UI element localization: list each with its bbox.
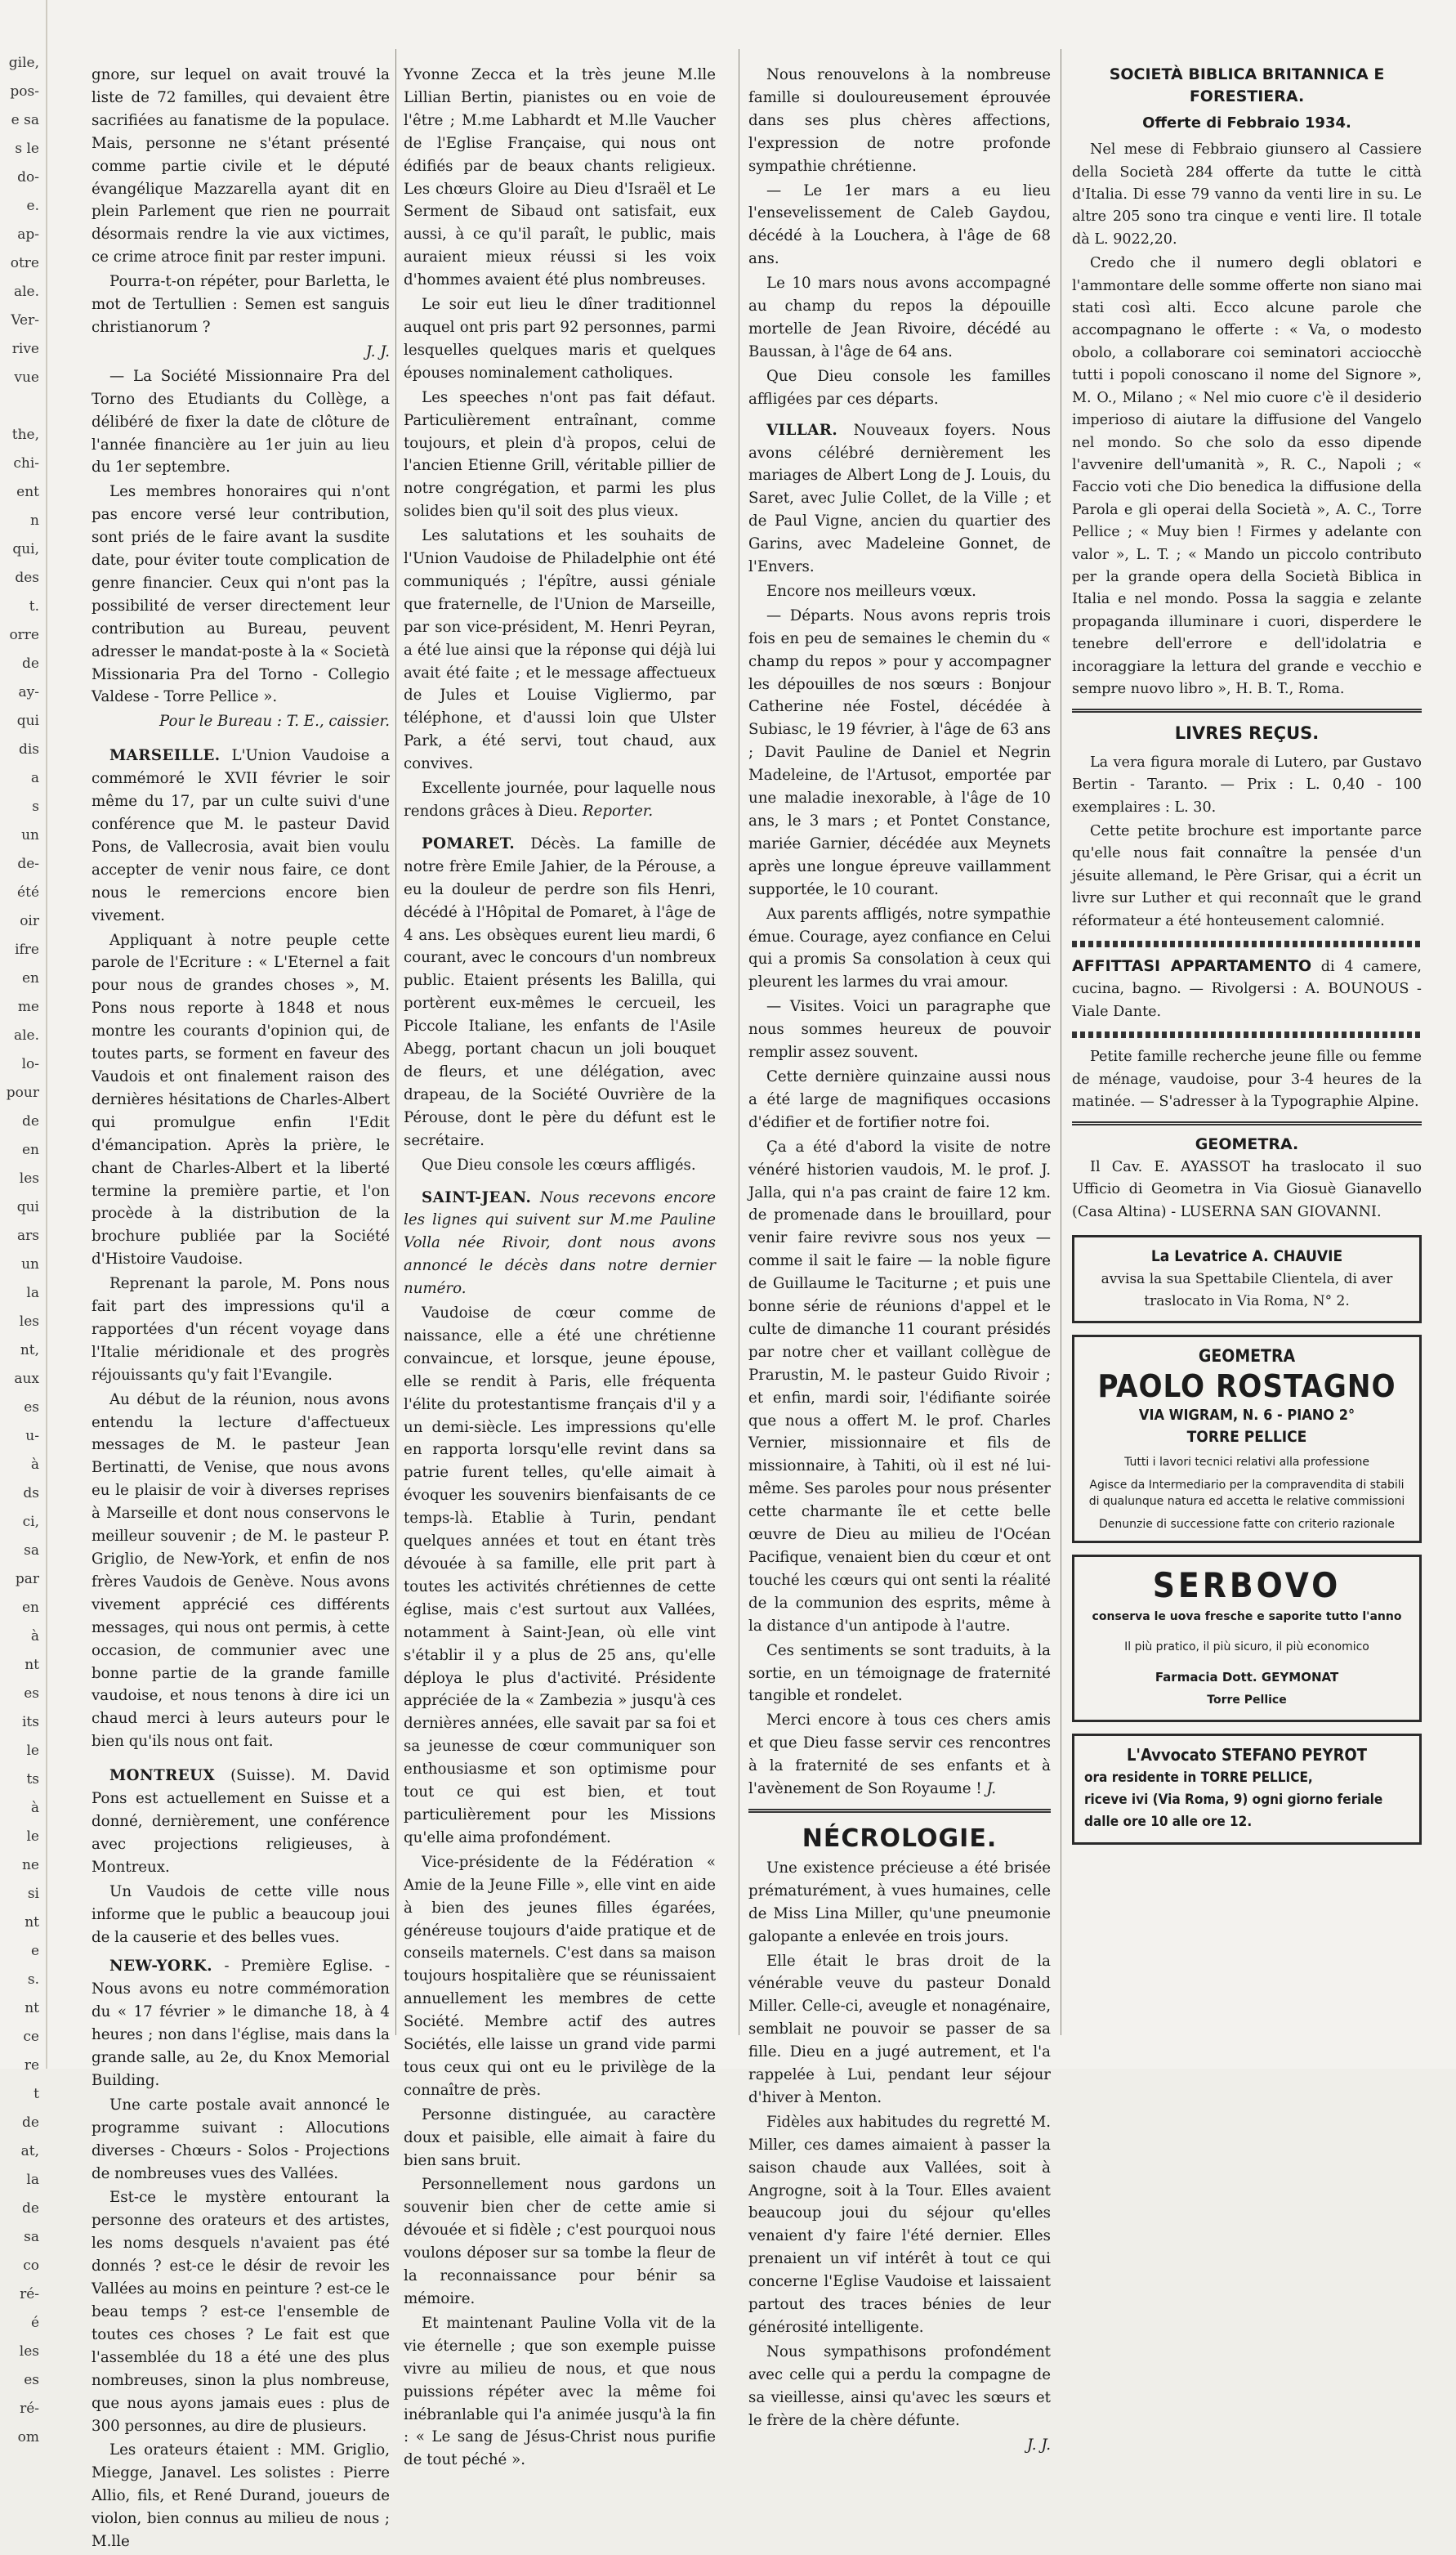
ad-city: TORRE PELLICE bbox=[1186, 1428, 1307, 1447]
column-rule bbox=[395, 49, 396, 2035]
signature: Pour le Bureau : T. E., caissier. bbox=[159, 713, 390, 731]
ad-text: avvisa la sua Spettabile Clientela, di aver traslocato in Via Roma, N° 2. bbox=[1101, 1270, 1393, 1309]
article-text: Décès. La famille de notre frère Emile Jahier, de la Pérouse, a eu la douleur de perdre son fils Henri, décédé à l'Hôpital de Pomaret, à l'âge de 4 ans. Les obsèques eurent lieu mardi, 6 courant, avec le concours d'un nombreux public. Etaient présents les Balilla, qui portèrent eux-mêmes le cercueil, les Piccole Italiane, les enfants de l'Asile Abegg, portant chacun un joli bouquet de fleurs, et une délégation, avec drapeau, de la Société Ouvrière de la Pérouse, dont le père du défunt est le secrétaire. bbox=[404, 835, 716, 1149]
article-text: Nous renouvelons à la nombreuse famille si douloureusement éprouvée dans ses plus chères affections, l'expression de notre profonde sympathie chrétienne. bbox=[748, 66, 1051, 175]
margin-fragment: t bbox=[33, 2086, 39, 2102]
margin-fragment: à bbox=[30, 1800, 39, 1816]
margin-fragment: dis bbox=[18, 741, 39, 758]
signature: J. J. bbox=[365, 342, 390, 360]
margin-fragment: es bbox=[24, 1685, 39, 1702]
city-heading: MARSEILLE. bbox=[109, 747, 221, 765]
article-text: Elle était le bras droit de la vénérable veuve du pasteur Donald Miller. Celle-ci, aveugle et nonagénaire, semblait ne pouvoir se passer de sa fille. Dieu en a jugé autrement, et l'a rappelée à Lui, pendant leur séjour d'hiver à Menton. bbox=[748, 1952, 1051, 2106]
margin-fragment: ale. bbox=[13, 1027, 39, 1044]
ad-title: PAOLO ROSTAGNO bbox=[1097, 1367, 1396, 1404]
margin-fragment: qui bbox=[16, 713, 39, 729]
article-text: Ça a été d'abord la visite de notre vénéré historien vaudois, M. le prof. J. Jalla, qui n'a pas craint de faire 12 km. de promenade dans le brouillard, pour venir faire revivre sous nos yeux — comme il sait le faire — la noble figure de Guillaume le Taciturne ; et puis une bonne série de réunions d'appel et le culte de dimanche 11 courant présidés par notre cher et vaillant collègue de Prarustin, M. le pasteur Guido Rivoir ; et enfin, mardi soir, l'édifiante soirée que nous a offert M. le prof. Charles Vernier, missionnaire et fils de missionnaire, à Tahiti, où il est né lui-même. Ses paroles pour nous présenter cette charmante île et cette belle œuvre de Dieu au milieu de l'Océan Pacifique, venaient bien du cœur et ont touché les cœurs qui ont senti la réalité de la communion des esprits, même à la distance d'un antipode à l'autre. bbox=[748, 1138, 1051, 1635]
margin-fragment: nt bbox=[25, 2000, 39, 2016]
left-page-margin-fragments bbox=[0, 49, 42, 2445]
margin-fragment: si bbox=[27, 1886, 39, 1902]
margin-fragment: at, bbox=[20, 2143, 39, 2159]
article-text: Nel mese di Febbraio giunsero al Cassiere della Società 284 offerte da tutte le città d'Italia. Di esse 79 vanno da venti lire in su. Le altre 205 sono tra cinque e venti lire. Il totale dà L. 9022,20. bbox=[1072, 141, 1422, 248]
article-text bbox=[748, 1709, 1051, 1801]
margin-fragment bbox=[0, 392, 39, 421]
article-text: Nous recevons encore les lignes qui suivent sur M.me Pauline Volla née Rivoir, dont nous avons annoncé le décès dans notre dernier numéro. bbox=[404, 1188, 716, 1298]
margin-fragment: pos- bbox=[10, 83, 39, 100]
article-text: Personne distinguée, au caractère doux et paisible, elle aimait à faire du bien sans bruit. bbox=[404, 2105, 716, 2169]
margin-fragment: à bbox=[30, 1456, 39, 1473]
news-item-villar bbox=[748, 419, 1051, 579]
ad-text: Agisce da Intermediario per la compravendita di stabili di qualunque natura ed accetta le relative commissioni bbox=[1088, 1478, 1405, 1508]
margin-fragment: co bbox=[23, 2257, 39, 2274]
ad-text: riceve ivi (Via Roma, 9) ogni giorno feriale dalle ore 10 alle ore 12. bbox=[1084, 1791, 1383, 1831]
margin-fragment: le bbox=[26, 1828, 39, 1845]
article-text: Une carte postale avait annoncé le programme suivant : Allocutions diverses - Chœurs - Solos - Projections de nombreuses vues des Vallées. bbox=[92, 2096, 390, 2182]
margin-fragment: do- bbox=[17, 169, 39, 186]
margin-fragment: ds bbox=[23, 1485, 39, 1501]
margin-fragment: re bbox=[24, 2057, 39, 2074]
news-item-new-york bbox=[92, 1955, 390, 2092]
margin-fragment: pour bbox=[6, 1085, 39, 1101]
margin-fragment: en bbox=[21, 1142, 39, 1158]
margin-fragment: orre bbox=[9, 627, 39, 643]
article-text: Fidèles aux habitudes du regretté M. Miller, ces dames aimaient à passer la saison chaude aux Vallées, soit à Angrogne, soit à la Tour. Elles avaient beaucoup joui du séjour qu'elles venaient d'y faire l'été dernier. Elles prenaient un vif intérêt à tout ce qui concerne l'Eglise Vaudoise et laissaient partout des traces bénies de leur générosité intelligente. bbox=[748, 2113, 1051, 2336]
ad-text: Farmacia Dott. GEYMONAT bbox=[1155, 1670, 1339, 1685]
margin-fragment: les bbox=[19, 1313, 39, 1330]
margin-fragment: t. bbox=[29, 598, 39, 615]
article-text: Et maintenant Pauline Volla vit de la vie éternelle ; que son exemple puisse vivre au milieu de nous, et que nous puissions répéter avec la même foi inébranlable qui l'a animée jusqu'à la fin : « Le sang de Jésus-Christ nous purifie de tout péché ». bbox=[404, 2314, 716, 2469]
article-text: gnore, sur lequel on avait trouvé la liste de 72 familles, qui devaient être sacrifiées au fanatisme de la populace. Mais, personne ne s'étant présenté comme partie civile et le député évangélique Mazzarella ayant dit en plein Parlement que rien ne pourrait désormais rendre la vie aux victimes, ce crime atroce finit par rester impuni. bbox=[92, 66, 390, 266]
ad-text: ora residente in TORRE PELLICE, bbox=[1084, 1769, 1313, 1786]
section-divider bbox=[1072, 1121, 1422, 1125]
ad-text: Il più pratico, il più sicuro, il più economico bbox=[1124, 1640, 1369, 1653]
article-text: Encore nos meilleurs vœux. bbox=[766, 582, 976, 600]
margin-fragment: par bbox=[15, 1571, 39, 1587]
article-text: Vice-présidente de la Fédération « Amie de la Jeune Fille », elle vint en aide à bien des jeunes filles égarées, généreuse toujours d'aide pratique et de conseils maternels. C'est dans sa maison toujours hospitalière que se réunissaient annuellement les membres de cette Société. Membre actif des autres Sociétés, elle laisse un grand vide parmi tous ceux qui ont eu le privilège de la connaître de près. bbox=[404, 1853, 716, 2099]
margin-fragment: en bbox=[21, 970, 39, 987]
article-text: Pourra-t-on répéter, pour Barletta, le mot de Tertullien : Semen est sanguis christianorum ? bbox=[92, 273, 390, 336]
margin-fragment: un bbox=[21, 1256, 39, 1273]
margin-fragment: ifre bbox=[15, 942, 39, 958]
margin-fragment: om bbox=[17, 2429, 39, 2445]
margin-fragment: me bbox=[17, 999, 39, 1015]
margin-fragment: ré- bbox=[20, 2286, 39, 2302]
ad-levatrice bbox=[1072, 1235, 1422, 1323]
margin-fragment: la bbox=[26, 1285, 39, 1301]
article-text: La vera figura morale di Lutero, par Gustavo Bertin - Taranto. — Prix : L. 0,40 - 100 exemplaires : L. 30. bbox=[1072, 754, 1422, 816]
margin-fragment: its bbox=[22, 1714, 39, 1730]
margin-fragment: en bbox=[21, 1600, 39, 1616]
ad-text: Tutti i lavori tecnici relativi alla professione bbox=[1124, 1455, 1369, 1469]
ad-text: Denunzie di successione fatte con criterio razionale bbox=[1098, 1517, 1396, 1531]
article-text: — Le 1er mars a eu lieu l'ensevelissement de Caleb Gaydou, décédé à la Louchera, à l'âge de 68 ans. bbox=[748, 181, 1051, 268]
signature: J. J. bbox=[1026, 2436, 1051, 2454]
margin-fragment: de bbox=[22, 656, 39, 672]
ad-text: conserva le uova fresche e saporite tutto l'anno bbox=[1092, 1609, 1402, 1623]
article-text: Cette dernière quinzaine aussi nous a été large de magnifiques occasions d'édifier et de fortifier notre foi. bbox=[748, 1067, 1051, 1131]
article-text: Le 10 mars nous avons accompagné au champ du repos la dépouille mortelle de Jean Rivoire, décédé au Baussan, à l'âge de 64 ans. bbox=[748, 275, 1051, 360]
margin-fragment: chi- bbox=[13, 455, 39, 472]
ad-address: VIA WIGRAM, N. 6 - PIANO 2° bbox=[1138, 1406, 1356, 1424]
section-divider bbox=[748, 1809, 1051, 1813]
margin-fragment: ent bbox=[16, 484, 39, 500]
article-text: Au début de la réunion, nous avons entendu la lecture d'affectueux messages de M. le pasteur Jean Bertinatti, de Venise, que nous avons eu le plaisir de voir à diverses reprises à Marseille et dont nous conservons le meilleur souvenir ; de M. le pasteur P. Griglio, de New-York, et enfin de nos frères Vaudois de Genève. Nous avons vivement apprécié ces différents messages, qui nous ont permis, à cette occasion, de communier avec une bonne partie de la grande famille vaudoise, et nous tenons à dire ici un chaud merci à leurs auteurs pour le bien qu'ils nous ont fait. bbox=[92, 1390, 390, 1751]
margin-fragment: ars bbox=[17, 1228, 39, 1244]
article-text: Nous sympathisons profondément avec celle qui a perdu la compagne de sa vieillesse, ainsi qu'avec les sœurs et le frère de la chère défunte. bbox=[748, 2342, 1051, 2429]
classified-ad-affittasi bbox=[1072, 955, 1422, 1023]
margin-fragment: ts bbox=[26, 1771, 39, 1788]
column-1 bbox=[92, 64, 390, 2555]
city-heading: NEW-YORK. bbox=[109, 1958, 213, 1976]
article-text: Les membres honoraires qui n'ont pas encore versé leur contribution, sont priés de le faire avant la susdite date, pour éviter toute complication de genre financier. Ceux qui n'ont pas la possibilité de verser directement leur contribution au Bureau, peuvent adresser le mandat-poste à la « Società Missionaria Pra del Torno - Collegio Valdese - Torre Pellice ». bbox=[92, 483, 390, 706]
news-item-pomaret bbox=[404, 833, 716, 1152]
bible-society-subheading: Offerte di Febbraio 1934. bbox=[1142, 114, 1351, 132]
necrologie-heading: NÉCROLOGIE. bbox=[802, 1823, 998, 1853]
ad-title: AFFITTASI APPARTAMENTO bbox=[1072, 957, 1312, 976]
margin-fragment: des bbox=[15, 570, 39, 586]
margin-fragment: un bbox=[21, 827, 39, 843]
margin-fragment: nt bbox=[25, 1657, 39, 1673]
margin-fragment: vue bbox=[14, 369, 39, 386]
margin-fragment: ci, bbox=[22, 1514, 39, 1530]
margin-fragment: de- bbox=[17, 856, 39, 872]
article-text: Merci encore à tous ces chers amis et que Dieu fasse servir ces rencontres à la fraternité de ses enfants et à l'avènement de Son Royaume ! bbox=[748, 1712, 1051, 1798]
article-text: — Départs. Nous avons repris trois fois en peu de semaines le chemin du « champ du repos » pour y accompagner les dépouilles de nos sœurs : Bonjour Catherine née Fostel, décédée à Subiasc, le 19 février, à l'âge de 63 ans ; Davit Pauline de Daniel et Negrin Madeleine, de l'Artusot, emportée par une maladie inexorable, à l'âge de 10 ans, le 3 mars ; et Pontet Constance, mariée Garnier, décédée aux Meynets après une longue épreuve vaillamment supportée, le 10 courant. bbox=[748, 606, 1051, 898]
article-text: (Suisse). M. David Pons est actuellement en Suisse et a donné, dernièrement, une conférence avec projections religieuses, à Montreux. bbox=[92, 1767, 390, 1876]
margin-fragment: nt bbox=[25, 1914, 39, 1931]
classified-ad-famille: Petite famille recherche jeune fille ou femme de ménage, vaudoise, pour 3-4 heures de la matinée. — S'adresser à la Typographie Alpine. bbox=[1072, 1049, 1422, 1111]
margin-fragment: oir bbox=[20, 913, 39, 929]
article-text bbox=[404, 777, 716, 823]
section-divider bbox=[1072, 709, 1422, 713]
page-fold bbox=[46, 0, 47, 2069]
margin-fragment: les bbox=[19, 2343, 39, 2360]
margin-fragment: the, bbox=[11, 427, 39, 443]
margin-fragment: s bbox=[32, 799, 39, 815]
margin-fragment: ré- bbox=[20, 2401, 39, 2417]
article-text: Nouveaux foyers. Nous avons célébré dernièrement les mariages de Albert Long de J. Louis, du Saret, avec Julie Collet, de la Ville ; et de Paul Vigne, ancien du quartier des Garins, avec Madeleine Gonnet, de l'Envers. bbox=[748, 421, 1051, 576]
article-text: Ces sentiments se sont traduits, à la sortie, en un témoignage de fraternité tangible et rondelet. bbox=[748, 1641, 1051, 1705]
article-text: Excellente journée, pour laquelle nous rendons grâces à Dieu. bbox=[404, 780, 716, 820]
article-text: Appliquant à notre peuple cette parole de l'Ecriture : « L'Eternel a fait pour nous de grandes choses », M. Pons nous reporte à 1848 et nous montre les courants d'opinion qui, de toutes parts, se forment en faveur des Vaudois et ont finalement raison des dernières hésitations de Charles-Albert qui promulgue enfin l'Edit d'émancipation. Après la prière, le chant de Charles-Albert et la liberté termine la première partie, et l'on procède à la distribution de la brochure publiée par la Société d'Histoire Vaudoise. bbox=[92, 931, 390, 1269]
margin-fragment: ne bbox=[21, 1857, 39, 1873]
margin-fragment: Ver- bbox=[11, 312, 39, 329]
margin-fragment: aux bbox=[14, 1371, 39, 1387]
ad-text: di 4 camere, cucina, bagno. — Rivolgersi : A. BOUNOUS - Viale Dante. bbox=[1072, 959, 1423, 1020]
ad-kicker: GEOMETRA bbox=[1198, 1346, 1296, 1367]
article-text: Que Dieu console les cœurs affligés. bbox=[422, 1156, 696, 1174]
ad-peyrot bbox=[1072, 1734, 1422, 1845]
signature: Reporter. bbox=[582, 803, 654, 820]
margin-fragment: nt, bbox=[20, 1342, 39, 1358]
article-text: Une existence précieuse a été brisée prématurément, à vues humaines, celle de Miss Lina Miller, qu'une pneumonie galopante a enlevée en trois jours. bbox=[748, 1859, 1051, 1945]
margin-fragment: les bbox=[19, 1170, 39, 1187]
signature: J. bbox=[986, 1780, 997, 1798]
article-text: Vaudoise de cœur comme de naissance, elle a été une chrétienne convaincue, et lorsque, jeune épouse, elle se rendit à Paris, elle fréquenta l'élite du protestantisme français d'il y a un demi-siècle. Les impressions qu'elle en rapporta lorsqu'elle revint dans sa patrie furent telles, qu'elle aimait à évoquer les souvenirs bienfaisants de ce temps-là. Etablie à Turin, pendant quelques années et tout en étant très dévouée à sa famille, elle prit part à toutes les activités chrétiennes de cette église, mais c'est surtout aux Vallées, notamment à Saint-Jean, où elle vint s'établir il y a plus de 25 ans, qu'elle déploya le plus d'activité. Présidente appréciée de la « Zambezia » jusqu'à ces dernières années, elle savait par sa foi et sa jeunesse de cœur communiquer son enthousiasme et son optimisme pour tout ce qui est bien, et tout particulièrement pour les Missions qu'elle aima profondément. bbox=[404, 1304, 716, 1846]
margin-fragment: s le bbox=[15, 141, 39, 157]
article-text: Est-ce le mystère entourant la personne des orateurs et des artistes, les noms desquels n'avaient pas été donnés ? est-ce le désir de revoir les Vallées au moins en peinture ? est-ce le beau temps ? est-ce l'ensemble de toutes ces choses ? Le fait est que l'assemblée du 18 a été une des plus nombreuses, sinon la plus nombreuse, que nous ayons jamais eues : plus de 300 personnes, au dire de plusieurs. bbox=[92, 2189, 390, 2435]
article-text: Un Vaudois de cette ville nous informe que le public a beaucoup joui de la causerie et des belles vues. bbox=[92, 1882, 390, 1946]
margin-fragment: u- bbox=[25, 1428, 39, 1444]
margin-fragment: e sa bbox=[11, 112, 39, 128]
article-text: - Première Eglise. - Nous avons eu notre commémoration du « 17 février » le dimanche 18, à 4 heures ; non dans l'église, mais dans la grande salle, au 2e, du Knox Memorial Building. bbox=[92, 1958, 390, 2089]
margin-fragment: ay- bbox=[18, 684, 39, 700]
ad-rostagno bbox=[1072, 1335, 1422, 1542]
news-item-saint-jean bbox=[404, 1187, 716, 1301]
margin-fragment: sa bbox=[24, 2229, 39, 2245]
ad-title: La Levatrice A. CHAUVIE bbox=[1150, 1247, 1343, 1266]
ad-serbovo bbox=[1072, 1555, 1422, 1723]
article-text: Cette petite brochure est importante parce qu'elle nous fait connaître la pensée d'un jésuite allemand, le Père Grisar, qui a écrit un livre sur Luther et qui reconnaît que le grand réformateur a été honteusement calomnié. bbox=[1072, 823, 1422, 929]
margin-fragment: été bbox=[17, 884, 39, 901]
margin-fragment: à bbox=[30, 1628, 39, 1644]
margin-fragment: a bbox=[30, 770, 39, 786]
margin-fragment: rive bbox=[11, 341, 39, 357]
column-4 bbox=[1072, 64, 1422, 1856]
margin-fragment: gile, bbox=[8, 55, 39, 71]
article-text: Reprenant la parole, M. Pons nous fait part des impressions qu'il a rapportées d'un récent voyage dans l'Italie méridionale et des progrès réjouissants qu'y fait l'Evangile. bbox=[92, 1275, 390, 1384]
article-text: Les salutations et les souhaits de l'Union Vaudoise de Philadelphie ont été communiqués ; l'épître, aussi géniale que fraternelle, de l'Union de Marseille, par son vice-président, M. Henri Peyran, a été lue ainsi que la réponse qui déjà lui avait été faite ; et le message affectueux de Jules et Louise Vigliermo, par téléphone, et d'aussi loin que Ulster Park, a été servi, tout chaud, aux convives. bbox=[404, 527, 716, 773]
news-item-marseille bbox=[92, 745, 390, 927]
margin-fragment: qui, bbox=[12, 541, 39, 557]
ad-text: Torre Pellice bbox=[1207, 1693, 1287, 1707]
margin-fragment: sa bbox=[24, 1542, 39, 1559]
city-heading: SAINT-JEAN. bbox=[422, 1188, 532, 1206]
margin-fragment: é bbox=[30, 2315, 39, 2331]
article-text: — La Société Missionnaire Pra del Torno des Etudiants du Collège, a délibéré de fixer la date de clôture de l'année financière au 1er juin au lieu du 1er septembre. bbox=[92, 367, 390, 477]
margin-fragment: ap- bbox=[17, 226, 39, 243]
margin-fragment: n bbox=[30, 512, 39, 529]
article-text: Yvonne Zecca et la très jeune M.lle Lillian Bertin, pianistes ou en voie de l'être ; M.me Labhardt et M.lle Vaucher de l'Eglise Française, qui nous ont édifiés par de beaux chants religieux. Les chœurs Gloire au Dieu d'Israël et Le Serment de Sibaud ont satisfait, eux aussi, à ce qu'il paraît, le public, mais auraient mieux réussi si les voix d'hommes avaient été plus nombreuses. bbox=[404, 66, 716, 289]
bible-society-heading: SOCIETÀ BIBLICA BRITANNICA E FORESTIERA. bbox=[1109, 65, 1385, 106]
article-text: Personnellement nous gardons un souvenir bien cher de cette amie si dévouée et si fidèle ; c'est pourquoi nous voulons déposer sur sa tombe la fleur de la reconnaissance pour bénir sa mémoire. bbox=[404, 2176, 716, 2307]
news-item-montreux bbox=[92, 1765, 390, 1879]
article-text: — Visites. Voici un paragraphe que nous sommes heureux de pouvoir remplir assez souvent. bbox=[748, 998, 1051, 1062]
decorative-rule bbox=[1072, 941, 1422, 947]
margin-fragment: e bbox=[30, 1943, 39, 1959]
livres-heading: LIVRES REÇUS. bbox=[1174, 723, 1320, 744]
city-heading: MONTREUX bbox=[109, 1767, 216, 1785]
margin-fragment: le bbox=[26, 1743, 39, 1759]
ad-text: Il Cav. E. AYASSOT ha traslocato il suo Ufficio di Geometra in Via Giosuè Gianavello (Casa Altina) - LUSERNA SAN GIOVANNI. bbox=[1072, 1158, 1422, 1220]
margin-fragment: es bbox=[24, 1399, 39, 1416]
margin-fragment: otre bbox=[10, 255, 39, 271]
margin-fragment: e. bbox=[26, 198, 39, 214]
article-text: Aux parents affligés, notre sympathie émue. Courage, ayez confiance en Celui qui a promis Sa consolation à ceux qui pleurent les larmes du vrai amour. bbox=[748, 905, 1051, 991]
article-text: Les orateurs étaient : MM. Griglio, Miegge, Janavel. Les solistes : Pierre Allio, fils, et René Durand, joueurs de violon, bien connus au milieu de nous ; M.lle bbox=[92, 2441, 390, 2551]
margin-fragment: la bbox=[26, 2172, 39, 2188]
margin-fragment: ale. bbox=[13, 284, 39, 300]
margin-fragment: qui bbox=[16, 1199, 39, 1215]
geometra-heading: GEOMETRA. bbox=[1195, 1135, 1299, 1154]
ad-title: L'Avvocato STEFANO PEYROT bbox=[1126, 1745, 1368, 1765]
margin-fragment: s. bbox=[27, 1971, 39, 1988]
city-heading: VILLAR. bbox=[766, 421, 838, 439]
article-text: Le soir eut lieu le dîner traditionnel auquel ont pris part 92 personnes, parmi lesquelles quelques maris et quelques épouses nominalement catholiques. bbox=[404, 296, 716, 382]
article-text: Les speeches n'ont pas fait défaut. Particulièrement entraînant, comme toujours, et plein d'à propos, celui de l'ancien Etienne Grill, véritable pillier de notre congrégation, et parmi les plus solides bien qu'il soit des plus vieux. bbox=[404, 388, 716, 521]
margin-fragment: es bbox=[24, 2372, 39, 2388]
margin-fragment: de bbox=[22, 2200, 39, 2217]
article-text: Credo che il numero degli oblatori e l'ammontare delle somme offerte non siano mai stati così alti. Ecco alcune parole che accompagnano le offerte : « Va, o modesto obolo, a collaborare coi seminatori acciocchè tutti i popoli conoscano il nome del Signore », M. O., Milano ; « Nel mio cuore c'è il desiderio imperioso di aiutare la diffusione del Vangelo nel mondo. So che solo da esso dipende l'avvenire dell'umanità », R. C., Napoli ; « Faccio voti che Dio benedica la diffusione della Parola e gli operai della Società », A. C., Torre Pellice ; « Muy bien ! Firmes y adelante con valor », L. T. ; « Mando un piccolo contributo per la grande opera della Società Biblica in Italia e nel mondo. Possa la saggia e zelante propaganda illuminare i cuori, disperdere le tenebre dell'errore e dell'idolatria e incoraggiare la lettura del grande e vecchio e sempre nuovo libro », H. B. T., Roma. bbox=[1072, 255, 1422, 697]
margin-fragment: de bbox=[22, 2114, 39, 2131]
column-2 bbox=[404, 64, 716, 2473]
margin-fragment: lo- bbox=[21, 1056, 39, 1072]
article-text: Que Dieu console les familles affligées par ces départs. bbox=[748, 367, 1051, 408]
article-text: L'Union Vaudoise a commémoré le XVII février le soir même du 17, par un culte suivi d'une conférence que M. le pasteur David Pons, de Vallecrosia, avait bien voulu accepter de venir nous faire, ce dont nous le remercions encore bien vivement. bbox=[92, 747, 390, 924]
ad-title: SERBOVO bbox=[1152, 1564, 1342, 1605]
margin-fragment: ce bbox=[23, 2029, 39, 2045]
margin-fragment: de bbox=[22, 1113, 39, 1130]
decorative-rule bbox=[1072, 1031, 1422, 1038]
column-3 bbox=[748, 64, 1051, 2458]
city-heading: POMARET. bbox=[422, 835, 516, 852]
